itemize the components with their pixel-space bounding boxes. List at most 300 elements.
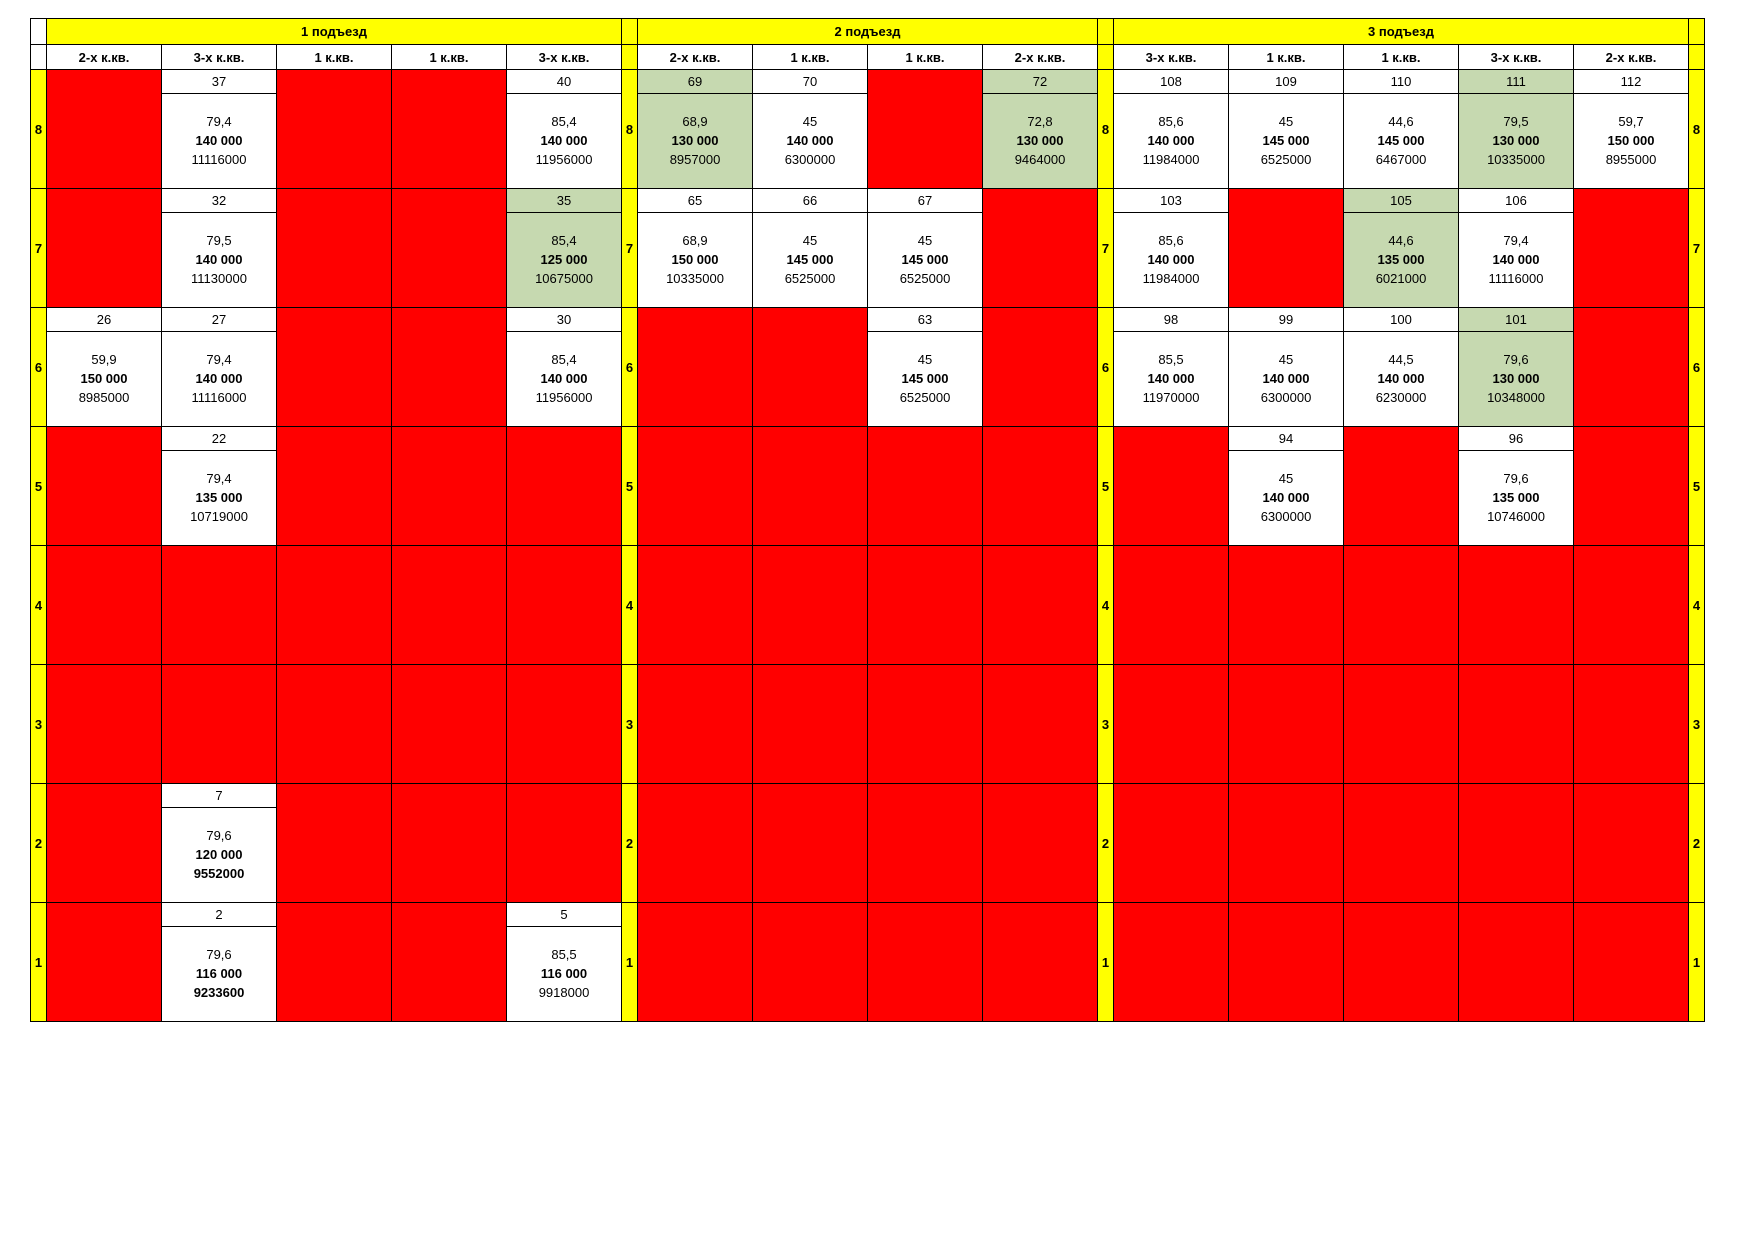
apartment-cell[interactable] — [507, 308, 622, 427]
apartment-cell[interactable] — [392, 427, 507, 546]
apartment-number: 112 — [1574, 70, 1688, 94]
apartment-cell[interactable] — [1229, 546, 1344, 665]
apartment-cell[interactable] — [1459, 665, 1574, 784]
price-per-sqm: 140 000 — [195, 370, 243, 386]
apartment-cell[interactable] — [983, 665, 1098, 784]
floor-label-s3-4: 4 — [1689, 546, 1705, 665]
price-per-sqm: 140 000 — [1492, 251, 1540, 267]
section-title-s1: 1 подъезд — [47, 19, 622, 45]
apartment-area: 68,9 — [682, 113, 708, 129]
apartment-number: 94 — [1229, 427, 1343, 451]
apartment-number: 105 — [1344, 189, 1458, 213]
apartment-area: 79,5 — [1503, 113, 1529, 129]
apartment-cell[interactable] — [638, 427, 753, 546]
apartment-area: 85,6 — [1158, 113, 1184, 129]
apartment-cell[interactable] — [753, 784, 868, 903]
apartment-cell[interactable] — [1114, 665, 1229, 784]
apartment-area: 85,4 — [551, 232, 577, 248]
apartment-area: 79,6 — [1503, 351, 1529, 367]
apartment-area: 44,5 — [1388, 351, 1414, 367]
apartment-area: 59,9 — [91, 351, 117, 367]
section-title-s2: 2 подъезд — [638, 19, 1098, 45]
apartment-area: 45 — [802, 232, 818, 248]
total-price: 8985000 — [78, 389, 130, 405]
apartment-cell[interactable] — [1229, 903, 1344, 1022]
price-per-sqm: 140 000 — [1147, 370, 1195, 386]
total-price: 10348000 — [1487, 389, 1545, 405]
apartment-cell[interactable] — [162, 784, 277, 903]
section-divider-s3 — [1689, 19, 1705, 45]
apartment-area: 79,4 — [1503, 232, 1529, 248]
apartment-cell[interactable] — [868, 70, 983, 189]
total-price: 6300000 — [1260, 508, 1312, 524]
floor-label-s3-6: 6 — [1689, 308, 1705, 427]
apartment-cell[interactable] — [1459, 308, 1574, 427]
apartment-number: 66 — [753, 189, 867, 213]
apartment-area: 85,4 — [551, 351, 577, 367]
apartment-number: 96 — [1459, 427, 1573, 451]
total-price: 6525000 — [899, 270, 951, 286]
type-header-s2-3: 2-х к.кв. — [983, 45, 1098, 70]
apartment-cell[interactable] — [638, 308, 753, 427]
price-per-sqm: 135 000 — [1377, 251, 1425, 267]
apartment-cell[interactable] — [47, 427, 162, 546]
apartment-area: 79,4 — [206, 351, 232, 367]
apartment-cell[interactable] — [1459, 546, 1574, 665]
apartment-cell[interactable] — [392, 546, 507, 665]
apartment-cell[interactable] — [392, 308, 507, 427]
apartment-cell[interactable] — [1229, 308, 1344, 427]
total-price: 6300000 — [784, 151, 836, 167]
price-per-sqm: 150 000 — [671, 251, 719, 267]
type-header-s3-2: 1 к.кв. — [1344, 45, 1459, 70]
total-price: 8957000 — [669, 151, 721, 167]
apartment-cell[interactable] — [1229, 70, 1344, 189]
apartment-cell[interactable] — [868, 189, 983, 308]
apartment-cell[interactable] — [868, 784, 983, 903]
total-price: 6525000 — [899, 389, 951, 405]
apartment-cell[interactable] — [1344, 308, 1459, 427]
price-per-sqm: 116 000 — [540, 965, 588, 981]
apartment-number: 63 — [868, 308, 982, 332]
floor-label-s1-3: 3 — [622, 665, 638, 784]
total-price: 9464000 — [1014, 151, 1066, 167]
apartment-cell[interactable] — [868, 903, 983, 1022]
apartment-area: 79,4 — [206, 113, 232, 129]
apartment-cell[interactable] — [753, 70, 868, 189]
apartment-cell[interactable] — [753, 546, 868, 665]
apartment-cell[interactable] — [1229, 427, 1344, 546]
price-per-sqm: 135 000 — [195, 489, 243, 505]
price-per-sqm: 120 000 — [195, 846, 243, 862]
apartment-cell[interactable] — [392, 70, 507, 189]
apartment-cell[interactable] — [392, 189, 507, 308]
apartment-cell[interactable] — [1114, 308, 1229, 427]
apartment-cell[interactable] — [1344, 70, 1459, 189]
apartment-cell[interactable] — [1459, 427, 1574, 546]
price-per-sqm: 145 000 — [901, 370, 949, 386]
floor-label-left-5: 5 — [31, 427, 47, 546]
total-price: 6300000 — [1260, 389, 1312, 405]
type-header-s1-4: 3-х к.кв. — [507, 45, 622, 70]
apartment-cell[interactable] — [753, 308, 868, 427]
price-per-sqm: 130 000 — [1492, 370, 1540, 386]
floor-row — [31, 189, 1705, 308]
apartment-cell[interactable] — [392, 903, 507, 1022]
apartment-cell[interactable] — [47, 70, 162, 189]
price-per-sqm: 130 000 — [1016, 132, 1064, 148]
apartment-number: 70 — [753, 70, 867, 94]
floor-label-left-4: 4 — [31, 546, 47, 665]
total-price: 10335000 — [666, 270, 724, 286]
floor-label-s2-6: 6 — [1098, 308, 1114, 427]
total-price: 11984000 — [1142, 151, 1200, 167]
section-divider-s2-types — [1098, 45, 1114, 70]
apartment-cell[interactable] — [868, 427, 983, 546]
apartment-number: 32 — [162, 189, 276, 213]
floor-label-left-1: 1 — [31, 903, 47, 1022]
price-per-sqm: 116 000 — [195, 965, 243, 981]
apartment-cell[interactable] — [162, 308, 277, 427]
apartment-cell[interactable] — [638, 189, 753, 308]
corner-blank — [31, 19, 47, 45]
floor-row — [31, 308, 1705, 427]
apartment-cell[interactable] — [1344, 427, 1459, 546]
floor-row — [31, 427, 1705, 546]
price-per-sqm: 140 000 — [1262, 489, 1310, 505]
apartment-area: 85,5 — [551, 946, 577, 962]
floor-label-s1-2: 2 — [622, 784, 638, 903]
apartment-cell[interactable] — [47, 903, 162, 1022]
apartment-area: 68,9 — [682, 232, 708, 248]
floor-label-s3-2: 2 — [1689, 784, 1705, 903]
total-price: 6467000 — [1375, 151, 1427, 167]
type-header-s2-2: 1 к.кв. — [868, 45, 983, 70]
apartment-cell[interactable] — [1229, 665, 1344, 784]
apartment-cell[interactable] — [507, 665, 622, 784]
apartment-number: 69 — [638, 70, 752, 94]
total-price: 11116000 — [191, 151, 247, 167]
floor-label-s2-3: 3 — [1098, 665, 1114, 784]
apartment-cell[interactable] — [507, 784, 622, 903]
apartment-cell[interactable] — [1344, 665, 1459, 784]
apartment-cell[interactable] — [753, 665, 868, 784]
floor-label-s2-5: 5 — [1098, 427, 1114, 546]
total-price: 9552000 — [193, 865, 245, 881]
apartment-number: 111 — [1459, 70, 1573, 94]
apartment-area: 85,4 — [551, 113, 577, 129]
floor-row — [31, 665, 1705, 784]
price-per-sqm: 140 000 — [1377, 370, 1425, 386]
price-per-sqm: 140 000 — [1147, 132, 1195, 148]
total-price: 11116000 — [191, 389, 247, 405]
type-header-s2-1: 1 к.кв. — [753, 45, 868, 70]
type-header-s1-2: 1 к.кв. — [277, 45, 392, 70]
price-per-sqm: 145 000 — [786, 251, 834, 267]
floor-label-left-3: 3 — [31, 665, 47, 784]
total-price: 11956000 — [535, 389, 593, 405]
floor-label-s3-3: 3 — [1689, 665, 1705, 784]
apartment-cell[interactable] — [277, 308, 392, 427]
apartment-cell[interactable] — [983, 189, 1098, 308]
price-per-sqm: 135 000 — [1492, 489, 1540, 505]
apartment-area: 45 — [1278, 470, 1294, 486]
price-per-sqm: 150 000 — [80, 370, 128, 386]
floor-label-s3-1: 1 — [1689, 903, 1705, 1022]
apartment-cell[interactable] — [47, 665, 162, 784]
total-price: 11970000 — [1142, 389, 1200, 405]
total-price: 10746000 — [1487, 508, 1545, 524]
apartment-area: 72,8 — [1027, 113, 1053, 129]
apartment-area: 79,6 — [1503, 470, 1529, 486]
apartment-number: 7 — [162, 784, 276, 808]
apartment-area: 59,7 — [1618, 113, 1644, 129]
apartment-cell[interactable] — [392, 665, 507, 784]
floor-label-s2-4: 4 — [1098, 546, 1114, 665]
apartment-area: 45 — [917, 351, 933, 367]
apartment-number: 106 — [1459, 189, 1573, 213]
apartment-number: 5 — [507, 903, 621, 927]
apartment-number: 22 — [162, 427, 276, 451]
apartment-number: 100 — [1344, 308, 1458, 332]
apartment-cell[interactable] — [1574, 665, 1689, 784]
floor-label-s3-7: 7 — [1689, 189, 1705, 308]
apartment-cell[interactable] — [983, 427, 1098, 546]
apartment-cell[interactable] — [1114, 784, 1229, 903]
apartment-number: 26 — [47, 308, 161, 332]
apartment-cell[interactable] — [1114, 189, 1229, 308]
total-price: 11116000 — [1488, 270, 1544, 286]
floor-label-left-6: 6 — [31, 308, 47, 427]
apartment-cell[interactable] — [1574, 70, 1689, 189]
price-per-sqm: 140 000 — [195, 132, 243, 148]
price-per-sqm: 140 000 — [540, 132, 588, 148]
floor-label-left-2: 2 — [31, 784, 47, 903]
section-divider-s1 — [622, 19, 638, 45]
apartment-area: 45 — [1278, 113, 1294, 129]
apartment-cell[interactable] — [1114, 903, 1229, 1022]
apartment-number: 67 — [868, 189, 982, 213]
total-price: 11984000 — [1142, 270, 1200, 286]
floor-label-s2-7: 7 — [1098, 189, 1114, 308]
apartment-availability-table — [30, 18, 1705, 1022]
price-per-sqm: 140 000 — [1262, 370, 1310, 386]
apartment-number: 98 — [1114, 308, 1228, 332]
type-header-s1-3: 1 к.кв. — [392, 45, 507, 70]
floor-row — [31, 546, 1705, 665]
floor-label-s1-6: 6 — [622, 308, 638, 427]
total-price: 11130000 — [191, 270, 247, 286]
apartment-cell[interactable] — [1459, 784, 1574, 903]
total-price: 6230000 — [1375, 389, 1427, 405]
apartment-cell[interactable] — [1344, 903, 1459, 1022]
floor-label-s2-8: 8 — [1098, 70, 1114, 189]
apartment-number: 103 — [1114, 189, 1228, 213]
apartment-number: 27 — [162, 308, 276, 332]
floor-label-s3-5: 5 — [1689, 427, 1705, 546]
type-header-s1-1: 3-х к.кв. — [162, 45, 277, 70]
apartment-cell[interactable] — [1574, 427, 1689, 546]
floor-label-s1-8: 8 — [622, 70, 638, 189]
apartment-cell[interactable] — [47, 308, 162, 427]
apartment-cell[interactable] — [162, 189, 277, 308]
total-price: 10335000 — [1487, 151, 1545, 167]
apartment-number: 40 — [507, 70, 621, 94]
floor-label-s2-1: 1 — [1098, 903, 1114, 1022]
floor-label-left-8: 8 — [31, 70, 47, 189]
section-header-row — [31, 19, 1705, 45]
apartment-cell[interactable] — [1114, 70, 1229, 189]
total-price: 9233600 — [193, 984, 245, 1000]
apartment-cell[interactable] — [1344, 189, 1459, 308]
apartment-cell[interactable] — [983, 784, 1098, 903]
apartment-cell[interactable] — [277, 784, 392, 903]
apartment-number: 110 — [1344, 70, 1458, 94]
apartment-cell[interactable] — [638, 784, 753, 903]
apartment-cell[interactable] — [1229, 784, 1344, 903]
floor-label-s1-1: 1 — [622, 903, 638, 1022]
apartment-area: 79,6 — [206, 827, 232, 843]
price-per-sqm: 140 000 — [1147, 251, 1195, 267]
floor-row — [31, 784, 1705, 903]
price-per-sqm: 130 000 — [1492, 132, 1540, 148]
apartment-cell[interactable] — [1114, 427, 1229, 546]
type-header-s1-0: 2-х к.кв. — [47, 45, 162, 70]
floor-label-s1-7: 7 — [622, 189, 638, 308]
apartment-number: 109 — [1229, 70, 1343, 94]
apartment-cell[interactable] — [638, 903, 753, 1022]
apartment-area: 45 — [917, 232, 933, 248]
apartment-cell[interactable] — [507, 189, 622, 308]
price-per-sqm: 140 000 — [195, 251, 243, 267]
apartment-cell[interactable] — [1574, 308, 1689, 427]
section-divider-s1-types — [622, 45, 638, 70]
section-divider-s3-types — [1689, 45, 1705, 70]
apartment-cell[interactable] — [277, 70, 392, 189]
apartment-cell[interactable] — [753, 903, 868, 1022]
apartment-area: 85,5 — [1158, 351, 1184, 367]
apartment-area: 85,6 — [1158, 232, 1184, 248]
floor-label-s2-2: 2 — [1098, 784, 1114, 903]
apartment-cell[interactable] — [983, 308, 1098, 427]
apartment-area: 79,5 — [206, 232, 232, 248]
apartment-cell[interactable] — [507, 427, 622, 546]
floor-label-s1-5: 5 — [622, 427, 638, 546]
apartment-cell[interactable] — [392, 784, 507, 903]
apartment-number: 99 — [1229, 308, 1343, 332]
type-row-blank — [31, 45, 47, 70]
apartment-cell[interactable] — [1344, 546, 1459, 665]
apartment-cell[interactable] — [507, 546, 622, 665]
floor-label-s1-4: 4 — [622, 546, 638, 665]
apartment-cell[interactable] — [162, 70, 277, 189]
apartment-cell[interactable] — [162, 427, 277, 546]
floor-label-left-7: 7 — [31, 189, 47, 308]
apartment-cell[interactable] — [1344, 784, 1459, 903]
apartment-number: 65 — [638, 189, 752, 213]
apartment-area: 79,4 — [206, 470, 232, 486]
apartment-cell[interactable] — [983, 546, 1098, 665]
apartment-cell[interactable] — [1574, 546, 1689, 665]
apartment-cell[interactable] — [638, 70, 753, 189]
apartment-cell[interactable] — [1574, 784, 1689, 903]
apartment-number: 2 — [162, 903, 276, 927]
apartment-cell[interactable] — [507, 903, 622, 1022]
total-price: 6525000 — [784, 270, 836, 286]
floor-label-s3-8: 8 — [1689, 70, 1705, 189]
apartment-cell[interactable] — [162, 546, 277, 665]
apartment-cell[interactable] — [1114, 546, 1229, 665]
apartment-number: 72 — [983, 70, 1097, 94]
type-header-s3-1: 1 к.кв. — [1229, 45, 1344, 70]
apartment-cell[interactable] — [638, 665, 753, 784]
apartment-cell[interactable] — [162, 903, 277, 1022]
apartment-area: 44,6 — [1388, 113, 1414, 129]
apartment-number: 101 — [1459, 308, 1573, 332]
apartment-number: 30 — [507, 308, 621, 332]
price-per-sqm: 125 000 — [540, 251, 588, 267]
apartment-cell[interactable] — [868, 546, 983, 665]
type-header-s3-4: 2-х к.кв. — [1574, 45, 1689, 70]
total-price: 9918000 — [538, 984, 590, 1000]
apartment-cell[interactable] — [47, 784, 162, 903]
price-per-sqm: 145 000 — [1262, 132, 1310, 148]
floor-row — [31, 70, 1705, 189]
apartment-cell[interactable] — [983, 70, 1098, 189]
apartment-cell[interactable] — [868, 665, 983, 784]
price-per-sqm: 140 000 — [540, 370, 588, 386]
price-per-sqm: 140 000 — [786, 132, 834, 148]
apartment-area: 79,6 — [206, 946, 232, 962]
apartment-cell[interactable] — [1459, 903, 1574, 1022]
price-per-sqm: 150 000 — [1607, 132, 1655, 148]
apartment-cell[interactable] — [1229, 189, 1344, 308]
apartment-cell[interactable] — [47, 546, 162, 665]
section-title-s3: 3 подъезд — [1114, 19, 1689, 45]
apartment-cell[interactable] — [1459, 70, 1574, 189]
apartment-cell[interactable] — [277, 546, 392, 665]
price-per-sqm: 145 000 — [901, 251, 949, 267]
apartment-cell[interactable] — [1574, 189, 1689, 308]
type-header-row — [31, 45, 1705, 70]
total-price: 10675000 — [535, 270, 593, 286]
apartment-cell[interactable] — [507, 70, 622, 189]
total-price: 8955000 — [1605, 151, 1657, 167]
apartment-cell[interactable] — [753, 427, 868, 546]
apartment-cell[interactable] — [277, 189, 392, 308]
apartment-cell[interactable] — [638, 546, 753, 665]
apartment-area: 45 — [1278, 351, 1294, 367]
apartment-cell[interactable] — [753, 189, 868, 308]
apartment-cell[interactable] — [277, 903, 392, 1022]
price-per-sqm: 145 000 — [1377, 132, 1425, 148]
apartment-cell[interactable] — [277, 427, 392, 546]
type-header-s3-3: 3-х к.кв. — [1459, 45, 1574, 70]
apartment-number: 35 — [507, 189, 621, 213]
apartment-cell[interactable] — [1459, 189, 1574, 308]
apartment-cell[interactable] — [47, 189, 162, 308]
apartment-cell[interactable] — [162, 665, 277, 784]
apartment-cell[interactable] — [868, 308, 983, 427]
apartment-cell[interactable] — [983, 903, 1098, 1022]
floor-row — [31, 903, 1705, 1022]
apartment-number: 108 — [1114, 70, 1228, 94]
apartment-cell[interactable] — [1574, 903, 1689, 1022]
section-divider-s2 — [1098, 19, 1114, 45]
price-per-sqm: 130 000 — [671, 132, 719, 148]
apartment-cell[interactable] — [277, 665, 392, 784]
type-header-s3-0: 3-х к.кв. — [1114, 45, 1229, 70]
